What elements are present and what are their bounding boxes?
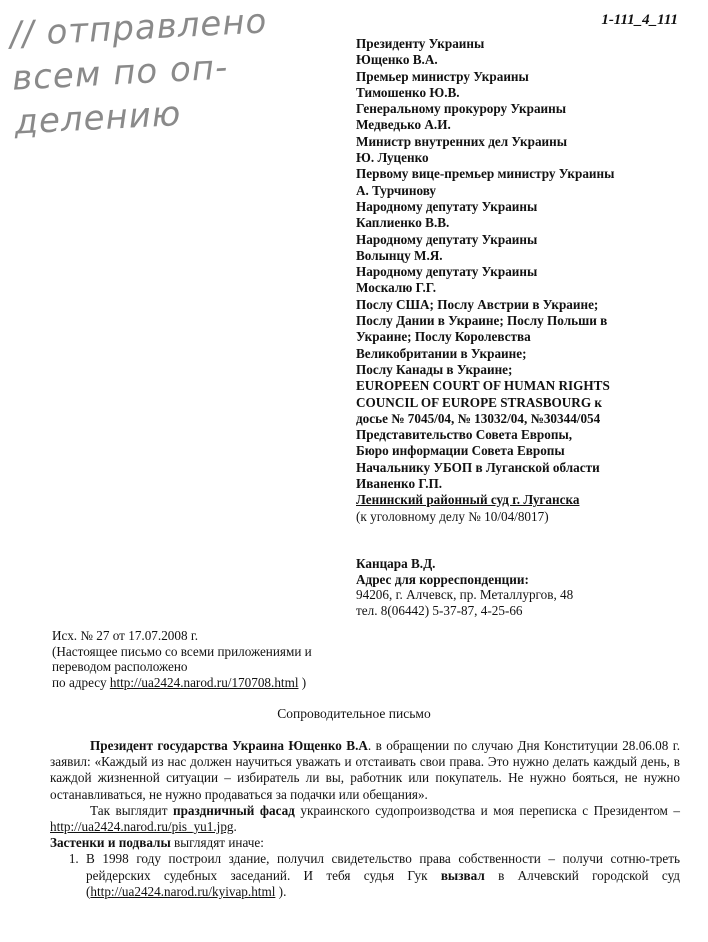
handwritten-line: // отправлено <box>8 1 269 55</box>
addressee-line: Волынцу М.Я. <box>356 247 443 263</box>
addressee-line: Первому вице-премьер министру Украины <box>356 166 615 182</box>
addressee-line: А. Турчинову <box>356 182 437 198</box>
list-bold: вызвал <box>440 867 485 883</box>
reference-address <box>52 675 372 691</box>
addressee-line: Тимошенко Ю.В. <box>356 84 460 100</box>
addressee-line: Народному депутату Украины <box>356 198 538 214</box>
addressee-line: EUROPEEN COURT OF HUMAN RIGHTS <box>356 378 610 394</box>
addressee-line: Премьер министру Украины <box>356 68 529 84</box>
paragraph-text: украинского судопроизводства и моя переписка с Президентом – <box>294 802 680 818</box>
addressee-line: Каплиенко В.В. <box>356 215 450 231</box>
addressee-line: Министр внутренних дел Украины <box>356 133 568 149</box>
letter-body <box>50 738 680 900</box>
court-name: Ленинский районный суд г. Луганска <box>356 492 580 508</box>
addressee-line: Москалю Г.Г. <box>356 280 436 296</box>
addressee-line: Послу Канады в Украине; <box>356 361 513 377</box>
addressee-line: Великобритании в Украине; <box>356 345 527 361</box>
address-label: Адрес для корреспонденции: <box>356 571 529 587</box>
reference-link[interactable]: http://ua2424.narod.ru/170708.html <box>109 674 299 690</box>
sender-block <box>356 556 676 618</box>
reference-suffix: ) <box>298 674 307 690</box>
addressee-line: Иваненко Г.П. <box>356 476 443 492</box>
paragraph-bold: Застенки и подвалы <box>50 835 171 851</box>
paragraph-text: . в обращении по случаю Дня Конституции 28.06.08 г. заявил: «Каждый из нас должен научиться уважать и отстаивать свои права. Это нужно делать каждый день, в каждой жизненной ситуации – избиратель ли вы, работник или покупатель. Не нужно бояться, не нужно останавливаться, не нужно продаваться за подачки или обещания». <box>50 738 681 802</box>
addressee-line: Медведько А.И. <box>356 117 451 133</box>
addressee-line: Начальнику УБОП в Луганской области <box>356 459 600 475</box>
handwritten-line: всем по оп- <box>11 47 230 99</box>
sender-address: 94206, г. Алчевск, пр. Металлургов, 48 <box>356 587 574 602</box>
list-text: в Алчевский городской суд ( <box>86 867 680 899</box>
addressee-line: Ю. Луценко <box>356 150 429 166</box>
list-text: ). <box>275 883 287 899</box>
addressee-block <box>356 36 656 525</box>
addressee-line: Народному депутату Украины <box>356 264 538 280</box>
paragraph-text: Так выглядит <box>90 802 173 818</box>
addressee-line: Послу Дании в Украине; Послу Польши в <box>356 313 608 329</box>
paragraph-bold: праздничный фасад <box>172 802 295 818</box>
paragraph <box>50 803 680 835</box>
list-text: В 1998 году построил здание, получил свидетельство права собственности – получи сотню-треть рейдерских судебных заседаний. И тебя судья Гук <box>86 851 680 883</box>
reference-note: переводом расположено <box>52 659 188 674</box>
handwritten-note <box>9 0 273 145</box>
sender-name: Канцара В.Д. <box>356 556 436 571</box>
addressee-line: Президенту Украины <box>356 36 485 51</box>
paragraph <box>50 835 680 851</box>
addressee-line: Послу США; Послу Австрии в Украине; <box>356 296 599 312</box>
sender-phone: тел. 8(06442) 5-37-87, 4-25-66 <box>356 602 523 618</box>
list-item <box>82 851 680 900</box>
paragraph-text: выглядят иначе: <box>170 835 264 851</box>
addressee-line: Представительство Совета Европы, <box>356 427 573 443</box>
court-case-note: (к уголовному делу № 10/04/8017) <box>356 508 549 524</box>
paragraph-bold: Президент государства Украина Ющенко В.А <box>90 738 368 753</box>
addressee-line: COUNCIL OF EUROPE STRASBOURG к <box>356 394 602 410</box>
reference-block <box>52 628 372 690</box>
handwritten-line: делению <box>13 93 183 143</box>
addressee-line: Генеральному прокурору Украины <box>356 101 567 117</box>
addressee-line: Бюро информации Совета Европы <box>356 443 565 459</box>
letter-title: Сопроводительное письмо <box>277 706 431 721</box>
addressee-line: Народному депутату Украины <box>356 231 538 247</box>
numbered-list <box>50 851 680 900</box>
paragraph <box>50 738 680 803</box>
addressee-line: Украине; Послу Королевства <box>356 329 531 345</box>
document-id: 1-111_4_111 <box>601 12 678 28</box>
reference-prefix: по адресу <box>52 674 110 690</box>
reference-note: (Настоящее письмо со всеми приложениями и <box>52 643 312 659</box>
paragraph-text: . <box>233 819 237 835</box>
outgoing-number: Исх. № 27 от 17.07.2008 г. <box>52 628 199 643</box>
kyivap-link[interactable]: http://ua2424.narod.ru/kyivap.html <box>90 883 276 899</box>
addressee-line: досье № 7045/04, № 13032/04, №30344/054 <box>356 410 601 426</box>
correspondence-link[interactable]: http://ua2424.narod.ru/pis_yu1.jpg <box>50 819 234 835</box>
addressee-line: Ющенко В.А. <box>356 52 438 68</box>
